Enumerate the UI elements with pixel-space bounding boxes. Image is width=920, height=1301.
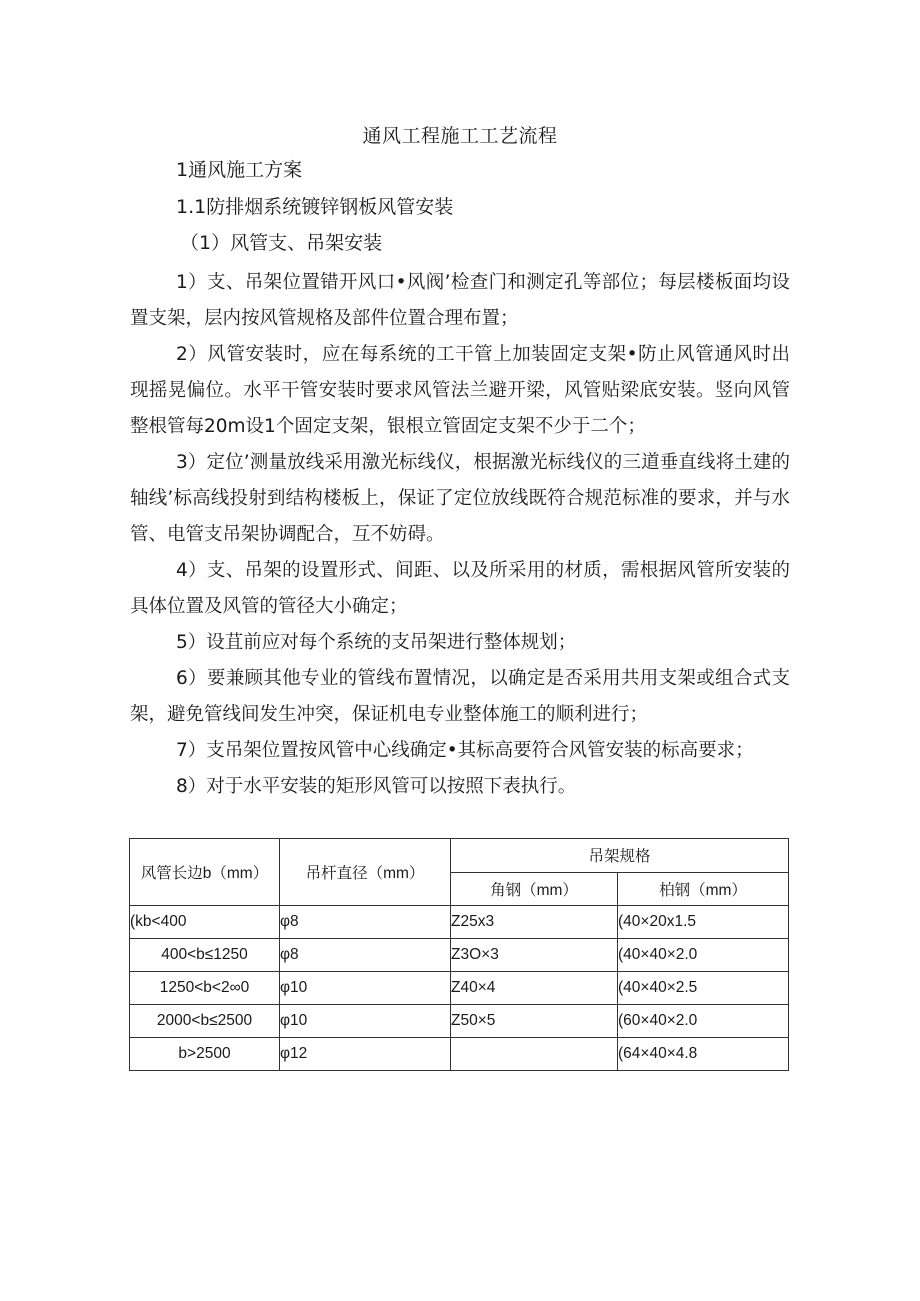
paragraph: 3）定位’测量放线采用激光标线仪，根据激光标线仪的三道垂直线将土建的轴线’标高线投射到结构楼板上，保证了定位放线既符合规范标准的要求，并与水管、电管支吊架协调配合，互不妨碍。	[130, 452, 790, 545]
cell-channel: (60×40×2.0	[618, 1005, 789, 1038]
cell-rod: φ8	[280, 939, 451, 972]
cell-angle: Z50×5	[451, 1005, 618, 1038]
cell-b: 1250<b<2∞0	[130, 972, 280, 1005]
header-angle-steel: 角钢（mm）	[451, 872, 618, 906]
paragraph: 8）对于水平安装的矩形风管可以按照下表执行。	[176, 776, 577, 797]
cell-angle: Z3O×3	[451, 939, 618, 972]
cell-b: b>2500	[130, 1038, 280, 1071]
cell-rod: φ8	[280, 906, 451, 939]
cell-angle: Z25x3	[451, 906, 618, 939]
paragraph: 7）支吊架位置按风管中心线确定•其标高要符合风管安装的标高要求；	[176, 740, 754, 761]
table-row	[130, 939, 789, 972]
header-rod-diameter: 吊杆直径（mm）	[280, 839, 451, 906]
cell-channel: (40×40×2.0	[618, 939, 789, 972]
paragraph: 6）要兼顾其他专业的管线布置情况，以确定是否采用共用支架或组合式支架，避免管线间发生冲突，保证机电专业整体施工的顺利进行；	[130, 668, 790, 725]
cell-rod: φ12	[280, 1038, 451, 1071]
table-row	[130, 1038, 789, 1071]
cell-rod: φ10	[280, 1005, 451, 1038]
cell-b: 2000<b≤2500	[130, 1005, 280, 1038]
cell-rod: φ10	[280, 972, 451, 1005]
cell-channel: (40×40×2.5	[618, 972, 789, 1005]
table-row	[130, 972, 789, 1005]
table-header-row	[130, 839, 789, 873]
document-title: 通风工程施工工艺流程	[362, 125, 558, 147]
table-row	[130, 1005, 789, 1038]
table-row	[130, 906, 789, 939]
cell-b: (kb<400	[130, 906, 280, 939]
cell-b: 400<b≤1250	[130, 939, 280, 972]
header-hanger-spec: 吊架规格	[451, 839, 789, 873]
header-channel-steel: 柏钢（mm）	[618, 872, 789, 906]
subsection-heading: 1.1防排烟系统镀锌钢板风管安装	[176, 196, 454, 218]
paragraph: 1）支、吊架位置错开风口•风阀’检查门和测定孔等部位；每层楼板面均设置支架，层内按风管规格及部件位置合理布置；	[130, 272, 790, 329]
cell-angle	[451, 1038, 618, 1071]
body-paragraphs	[130, 265, 790, 805]
paragraph: 2）风管安装时，应在每系统的工干管上加装固定支架•防止风管通风时出现摇晃偏位。水平干管安装时要求风管法兰避开梁，风管贴梁底安装。竖向风管整根管每20m设1个固定支架，银根立管固定支架不少于二个；	[130, 344, 790, 437]
cell-channel: (64×40×4.8	[618, 1038, 789, 1071]
paragraph: 4）支、吊架的设置形式、间距、以及所采用的材质，需根据风管所安装的具体位置及风管的管径大小确定；	[130, 560, 790, 617]
item-heading: （1）风管支、吊架安装	[180, 232, 383, 254]
hanger-spec-table	[129, 838, 789, 1071]
paragraph: 5）设苴前应对每个系统的支吊架进行整体规划；	[176, 632, 577, 653]
cell-channel: (40×20x1.5	[618, 906, 789, 939]
header-duct-side: 风管长边b（mm）	[130, 839, 280, 906]
section-heading: 1通风施工方案	[176, 159, 303, 181]
cell-angle: Z40×4	[451, 972, 618, 1005]
